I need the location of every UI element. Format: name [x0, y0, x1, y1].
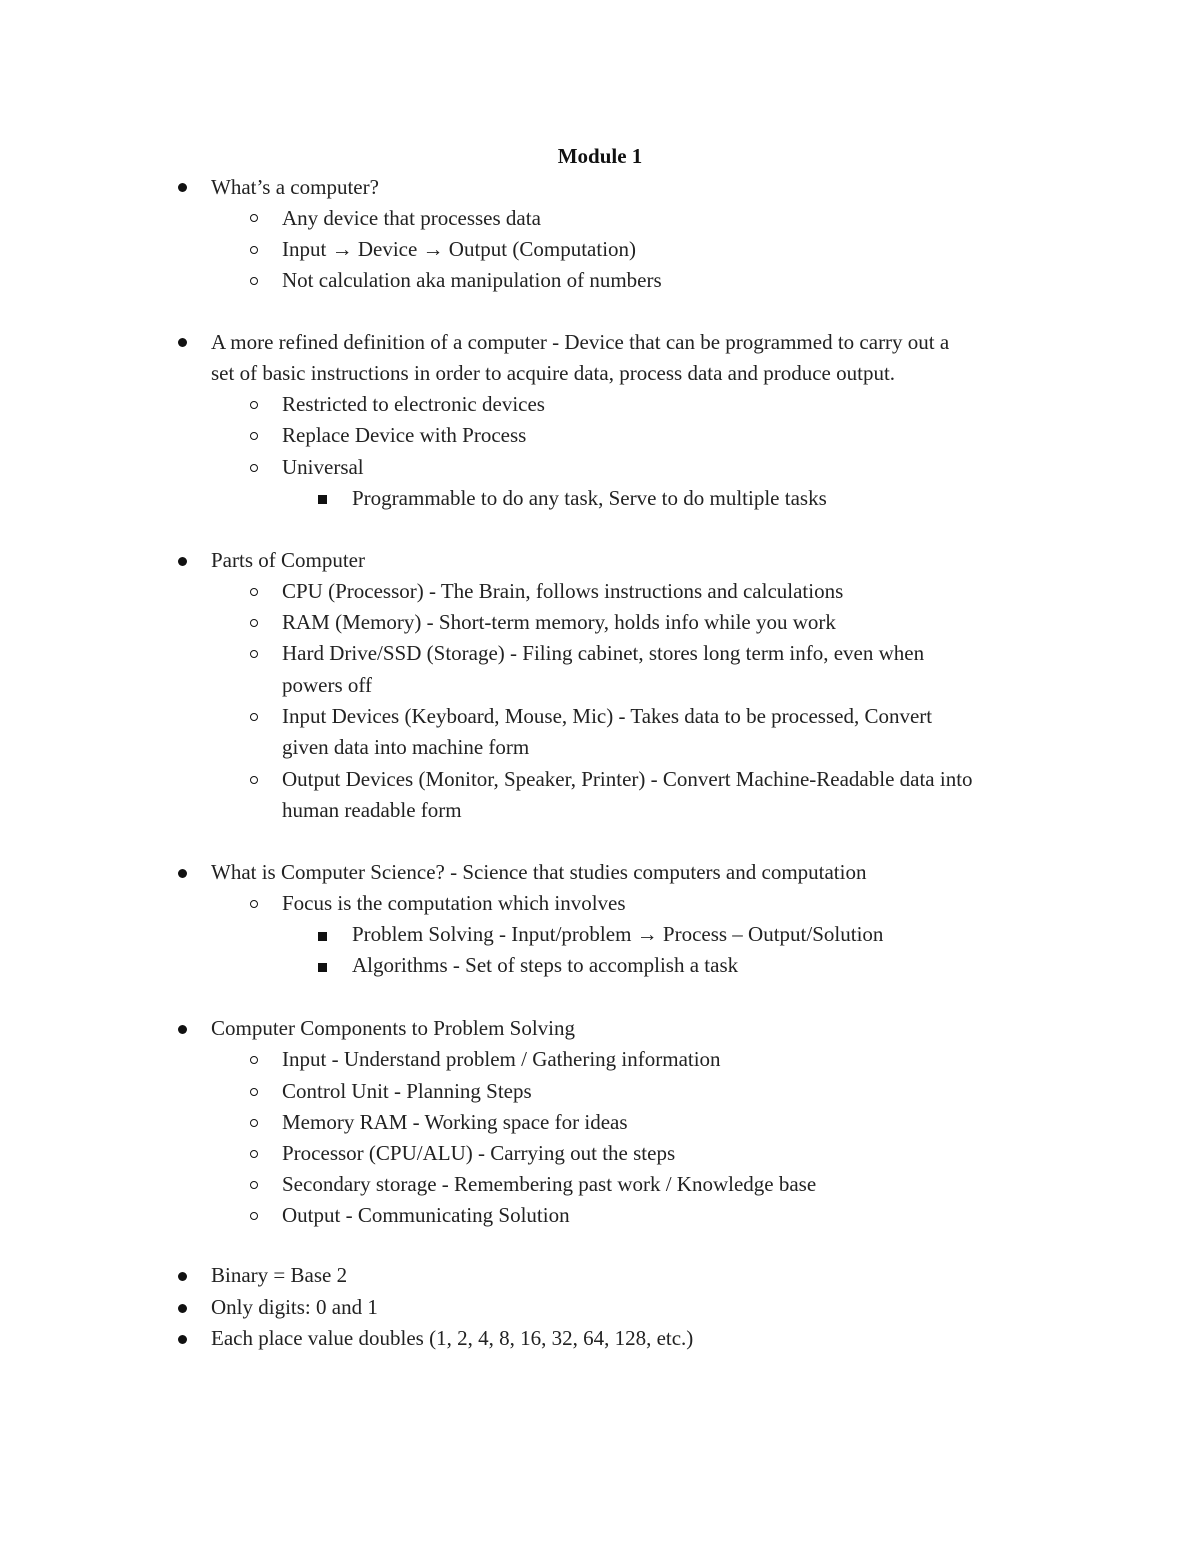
list-item: Restricted to electronic devices [282, 392, 545, 416]
list-item-line: Hard Drive/SSD (Storage) - Filing cabinet, stores long term info, even when [282, 641, 925, 665]
section-heading: What is Computer Science? - Science that studies computers and computation [211, 860, 867, 884]
page-title: Module 1 [557, 144, 643, 168]
list-item: RAM (Memory) - Short-term memory, holds info while you work [282, 610, 836, 634]
list-item: Input - Understand problem / Gathering information [282, 1047, 721, 1071]
bullet-circle-icon [250, 1056, 258, 1064]
bullet-disc-icon [178, 557, 187, 566]
bullet-circle-icon [250, 776, 258, 784]
list-item: Memory RAM - Working space for ideas [282, 1110, 628, 1134]
list-item-line: Input Devices (Keyboard, Mouse, Mic) - Takes data to be processed, Convert [282, 704, 933, 728]
bullet-circle-icon [250, 464, 258, 472]
bullet-circle-icon [250, 588, 258, 596]
bullet-circle-icon [250, 713, 258, 721]
bullet-circle-icon [250, 619, 258, 627]
bullet-disc-icon [178, 869, 187, 878]
bullet-square-icon [318, 495, 327, 504]
bullet-square-icon [318, 963, 327, 972]
list-item: Input → Device → Output (Computation) [282, 237, 637, 261]
list-item-line: Output Devices (Monitor, Speaker, Printer) - Convert Machine-Readable data into [282, 767, 973, 791]
list-item: Universal [282, 455, 364, 479]
sub-list-item: Programmable to do any task, Serve to do multiple tasks [352, 486, 827, 510]
section-heading: Computer Components to Problem Solving [211, 1016, 576, 1040]
bullet-circle-icon [250, 401, 258, 409]
list-item: Output - Communicating Solution [282, 1203, 570, 1227]
list-item-line: powers off [282, 673, 373, 697]
list-item: Not calculation aka manipulation of numbers [282, 268, 662, 292]
bullet-disc-icon [178, 338, 187, 347]
binary-point: Each place value doubles (1, 2, 4, 8, 16, 32, 64, 128, etc.) [211, 1326, 694, 1350]
bullet-circle-icon [250, 214, 258, 222]
list-item-line: human readable form [282, 798, 462, 822]
list-item-line: given data into machine form [282, 735, 530, 759]
list-item: Focus is the computation which involves [282, 891, 626, 915]
list-item: Processor (CPU/ALU) - Carrying out the steps [282, 1141, 676, 1165]
bullet-circle-icon [250, 1088, 258, 1096]
bullet-disc-icon [178, 1272, 187, 1281]
bullet-disc-icon [178, 1335, 187, 1344]
bullet-circle-icon [250, 1119, 258, 1127]
bullet-disc-icon [178, 183, 187, 192]
list-item: Control Unit - Planning Steps [282, 1079, 532, 1103]
bullet-square-icon [318, 932, 327, 941]
bullet-circle-icon [250, 1181, 258, 1189]
binary-point: Binary = Base 2 [211, 1263, 348, 1287]
section-heading: Parts of Computer [211, 548, 365, 572]
list-item: CPU (Processor) - The Brain, follows instructions and calculations [282, 579, 844, 603]
section-heading-line: A more refined definition of a computer - Device that can be programmed to carry out a [211, 330, 950, 354]
section-heading: What’s a computer? [211, 175, 379, 199]
bullet-circle-icon [250, 1150, 258, 1158]
bullet-circle-icon [250, 246, 258, 254]
binary-point: Only digits: 0 and 1 [211, 1295, 378, 1319]
bullet-circle-icon [250, 900, 258, 908]
bullet-circle-icon [250, 432, 258, 440]
sub-list-item: Problem Solving - Input/problem → Process – Output/Solution [352, 922, 884, 946]
bullet-circle-icon [250, 1212, 258, 1220]
bullet-disc-icon [178, 1025, 187, 1034]
list-item: Secondary storage - Remembering past work / Knowledge base [282, 1172, 817, 1196]
list-item: Any device that processes data [282, 206, 541, 230]
section-heading-line: set of basic instructions in order to acquire data, process data and produce output. [211, 361, 896, 385]
bullet-disc-icon [178, 1304, 187, 1313]
list-item: Replace Device with Process [282, 423, 527, 447]
sub-list-item: Algorithms - Set of steps to accomplish a task [352, 953, 739, 977]
bullet-circle-icon [250, 277, 258, 285]
bullet-circle-icon [250, 650, 258, 658]
